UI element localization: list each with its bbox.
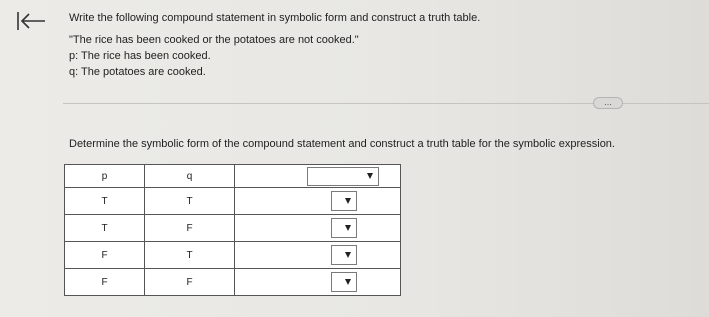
cell-result [235,188,401,215]
chevron-down-icon [345,198,351,204]
back-button[interactable] [16,10,48,32]
header-p: p [65,165,145,188]
table-row [65,242,401,269]
cell-result [235,242,401,269]
cell-q: F [145,269,235,296]
question-text [69,10,480,80]
truth-table [64,164,401,296]
cell-p: F [65,269,145,296]
chevron-down-icon [345,225,351,231]
cell-p: F [65,242,145,269]
result-dropdown[interactable] [331,245,357,265]
cell-p: T [65,215,145,242]
cell-q: T [145,188,235,215]
header-expression-cell [235,165,401,188]
chevron-down-icon [345,279,351,285]
cell-q: F [145,215,235,242]
cell-p: T [65,188,145,215]
p-definition: p: The rice has been cooked. [69,50,211,62]
table-row [65,215,401,242]
cell-q: T [145,242,235,269]
table-row [65,269,401,296]
more-button[interactable]: ... [593,97,623,109]
result-dropdown[interactable] [331,218,357,238]
result-dropdown[interactable] [331,272,357,292]
q-definition: q: The potatoes are cooked. [69,66,206,78]
chevron-down-icon [367,173,373,179]
instruction-text: Determine the symbolic form of the compound statement and construct a truth table for the symbolic expression. [69,138,615,150]
back-arrow-icon [16,10,48,32]
header-q: q [145,165,235,188]
table-header-row [65,165,401,188]
cell-result [235,215,401,242]
chevron-down-icon [345,252,351,258]
cell-result [235,269,401,296]
compound-statement: "The rice has been cooked or the potatoes are not cooked." [69,34,359,46]
question-prompt: Write the following compound statement in symbolic form and construct a truth table. [69,12,481,24]
table-row [65,188,401,215]
result-dropdown[interactable] [331,191,357,211]
expression-dropdown[interactable] [307,167,379,186]
